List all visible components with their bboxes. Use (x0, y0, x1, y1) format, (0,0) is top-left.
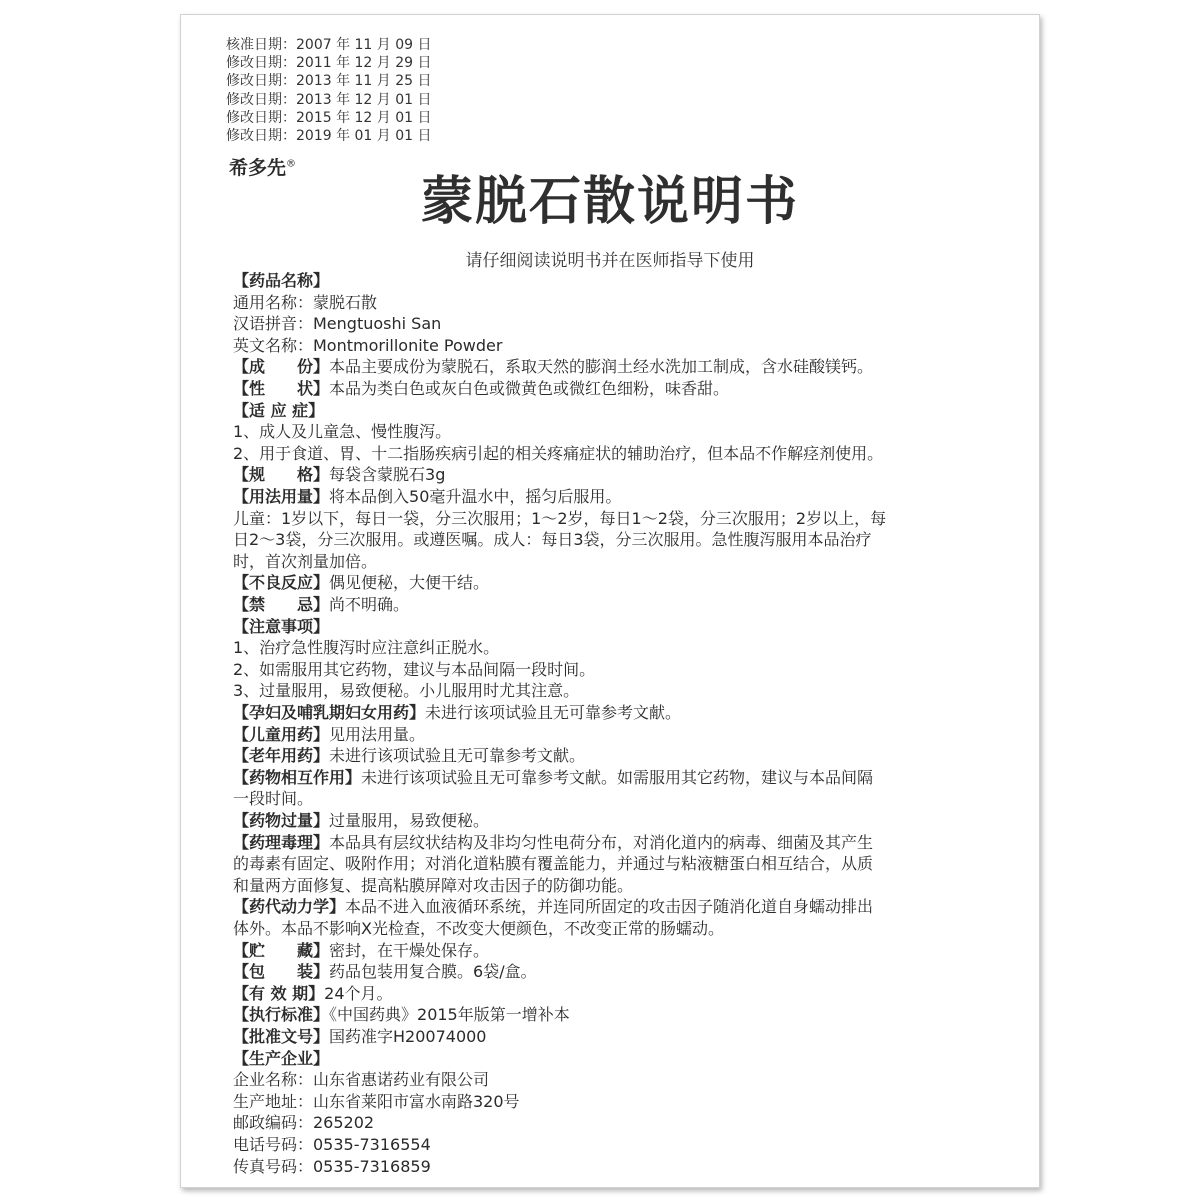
section-heading: 【不良反应】 (233, 573, 330, 593)
section-line (233, 896, 873, 917)
section-line (233, 356, 873, 377)
section-line (233, 486, 621, 507)
section-line (233, 616, 329, 637)
section-text: 1、治疗急性腹泻时应注意纠正脱水。 (233, 638, 500, 658)
section-text: 一段时间。 (233, 789, 314, 809)
section-text: 本品为类白色或灰白色或微黄色或微红色细粉，味香甜。 (329, 379, 730, 398)
content-line (233, 1112, 374, 1133)
section-heading: 【生产企业】 (233, 1048, 330, 1068)
section-text: 过量服用，易致便秘。 (329, 811, 490, 830)
section-text: 见用法用量。 (329, 724, 426, 744)
section-line (233, 400, 324, 421)
section-heading: 【包 装】 (233, 962, 330, 982)
revision-date: 修改日期：2011 年 12 月 29 日 (226, 55, 432, 72)
section-heading: 【药品名称】 (233, 271, 330, 290)
content-line (233, 659, 595, 680)
revision-date: 核准日期：2007 年 11 月 09 日 (226, 37, 432, 53)
content-line (233, 551, 377, 572)
section-heading: 【药物过量】 (233, 811, 330, 830)
section-line (233, 810, 489, 831)
revision-date: 修改日期：2013 年 12 月 01 日 (226, 91, 432, 108)
section-text: 3、过量服用，易致便秘。小儿服用时尤其注意。 (233, 681, 580, 701)
section-heading: 【用法用量】 (233, 487, 330, 506)
revision-date: 修改日期：2015 年 12 月 01 日 (226, 109, 432, 126)
section-heading: 【执行标准】 (233, 1005, 330, 1025)
section-line (233, 832, 873, 853)
section-heading: 【规 格】 (233, 465, 330, 485)
content-line (233, 1091, 520, 1112)
section-heading: 【有 效 期】 (233, 983, 325, 1003)
section-text: 偶见便秘，大便干结。 (329, 573, 490, 593)
revision-date: 修改日期：2013 年 11 月 25 日 (226, 73, 432, 90)
section-heading: 【批准文号】 (233, 1027, 330, 1046)
section-text: 未进行该项试验且无可靠参考文献。如需服用其它药物，建议与本品间隔 (361, 767, 874, 787)
section-line (233, 1026, 487, 1047)
section-text: 国药准字H20074000 (329, 1027, 487, 1046)
section-text: 2、用于食道、胃、十二指肠疾病引起的相关疼痛症状的辅助治疗，但本品不作解痉剂使用。 (233, 443, 884, 463)
section-heading: 【适 应 症】 (233, 400, 325, 420)
section-heading: 【注意事项】 (233, 616, 330, 636)
section-line (233, 961, 537, 982)
section-heading: 【成 份】 (233, 357, 330, 377)
content-line (233, 335, 502, 356)
section-heading: 【性 状】 (233, 379, 330, 398)
section-line (233, 724, 425, 745)
section-text: 未进行该项试验且无可靠参考文献。 (329, 746, 586, 766)
leaflet-sheet (180, 14, 1040, 1188)
brand-text: 希多先 (229, 157, 287, 179)
page-title: 蒙脱石散说明书 (420, 172, 799, 232)
section-text: 将本品倒入50毫升温水中，摇匀后服用。 (329, 487, 622, 506)
section-line (233, 1004, 570, 1025)
section-line (233, 983, 393, 1004)
content-line (233, 292, 377, 313)
section-text: 未进行该项试验且无可靠参考文献。 (425, 703, 682, 722)
content-line (233, 788, 313, 809)
section-text: 传真号码：0535-7316859 (233, 1156, 431, 1176)
section-heading: 【老年用药】 (233, 746, 330, 766)
section-text: 生产地址：山东省莱阳市富水南路320号 (233, 1091, 520, 1111)
content-line (233, 918, 724, 939)
section-line (233, 464, 445, 485)
section-heading: 【儿童用药】 (233, 724, 330, 744)
content-line (233, 443, 883, 464)
page-subtitle: 请仔细阅读说明书并在医师指导下使用 (465, 251, 755, 271)
content-line (233, 313, 441, 334)
section-text: 尚不明确。 (329, 595, 410, 614)
content-line (233, 508, 886, 529)
section-line (233, 378, 729, 399)
content-line (233, 1069, 489, 1090)
section-line (233, 1048, 329, 1069)
content-line (233, 421, 451, 442)
section-heading: 【药代动力学】 (233, 897, 346, 917)
section-text: 英文名称：Montmorillonite Powder (233, 335, 503, 355)
section-heading: 【孕妇及哺乳期妇女用药】 (233, 703, 426, 722)
section-text: 1、成人及儿童急、慢性腹泻。 (233, 422, 452, 442)
section-line (233, 270, 329, 291)
section-line (233, 940, 489, 961)
section-text: 汉语拼音：Mengtuoshi San (233, 314, 442, 334)
section-text: 本品具有层纹状结构及非均匀性电荷分布，对消化道内的病毒、细菌及其产生 (329, 832, 874, 852)
section-text: 的毒素有固定、吸附作用；对消化道粘膜有覆盖能力，并通过与粘液糖蛋白相互结合，从质 (233, 854, 874, 874)
content-line (233, 1134, 431, 1155)
section-text: 《中国药典》2015年版第一增补本 (329, 1005, 570, 1025)
section-text: 本品主要成份为蒙脱石，系取天然的膨润土经水洗加工制成，含水硅酸镁钙。 (329, 357, 874, 377)
section-heading: 【药物相互作用】 (233, 767, 362, 787)
section-text: 儿童：1岁以下，每日一袋，分三次服用；1～2岁，每日1～2袋，分三次服用；2岁以上，每 (233, 508, 887, 528)
section-text: 药品包装用复合膜。6袋/盒。 (329, 962, 537, 982)
content-line (233, 853, 873, 874)
section-line (233, 702, 681, 723)
section-text: 2、如需服用其它药物，建议与本品间隔一段时间。 (233, 659, 596, 679)
section-text: 邮政编码：265202 (233, 1113, 375, 1133)
section-heading: 【药理毒理】 (233, 832, 330, 852)
content-line (233, 680, 579, 701)
section-text: 电话号码：0535-7316554 (233, 1135, 431, 1154)
section-text: 24个月。 (324, 983, 393, 1003)
content-line (233, 875, 633, 896)
section-line (233, 745, 585, 766)
section-heading: 【禁 忌】 (233, 595, 330, 614)
section-line (233, 594, 409, 615)
section-text: 每袋含蒙脱石3g (329, 465, 446, 485)
section-line (233, 767, 873, 788)
section-text: 体外。本品不影响X光检查，不改变大便颜色，不改变正常的肠蠕动。 (233, 919, 724, 938)
section-text: 企业名称：山东省惠诺药业有限公司 (233, 1070, 490, 1090)
section-text: 时，首次剂量加倍。 (233, 551, 378, 571)
content-line (233, 637, 499, 658)
section-text: 通用名称：蒙脱石散 (233, 292, 378, 312)
section-heading: 【贮 藏】 (233, 940, 330, 960)
section-text: 密封，在干燥处保存。 (329, 940, 490, 960)
section-text: 本品不进入血液循环系统，并连同所固定的攻击因子随消化道自身蠕动排出 (345, 897, 874, 917)
revision-date: 修改日期：2019 年 01 月 01 日 (226, 128, 432, 144)
content-line (233, 1156, 431, 1177)
content-line (233, 529, 872, 550)
section-line (233, 572, 489, 593)
section-text: 日2～3袋，分三次服用。或遵医嘱。成人：每日3袋，分三次服用。急性腹泻服用本品治疗 (233, 530, 872, 550)
registered-mark: ® (286, 158, 297, 170)
section-text: 和量两方面修复、提高粘膜屏障对攻击因子的防御功能。 (233, 875, 634, 895)
